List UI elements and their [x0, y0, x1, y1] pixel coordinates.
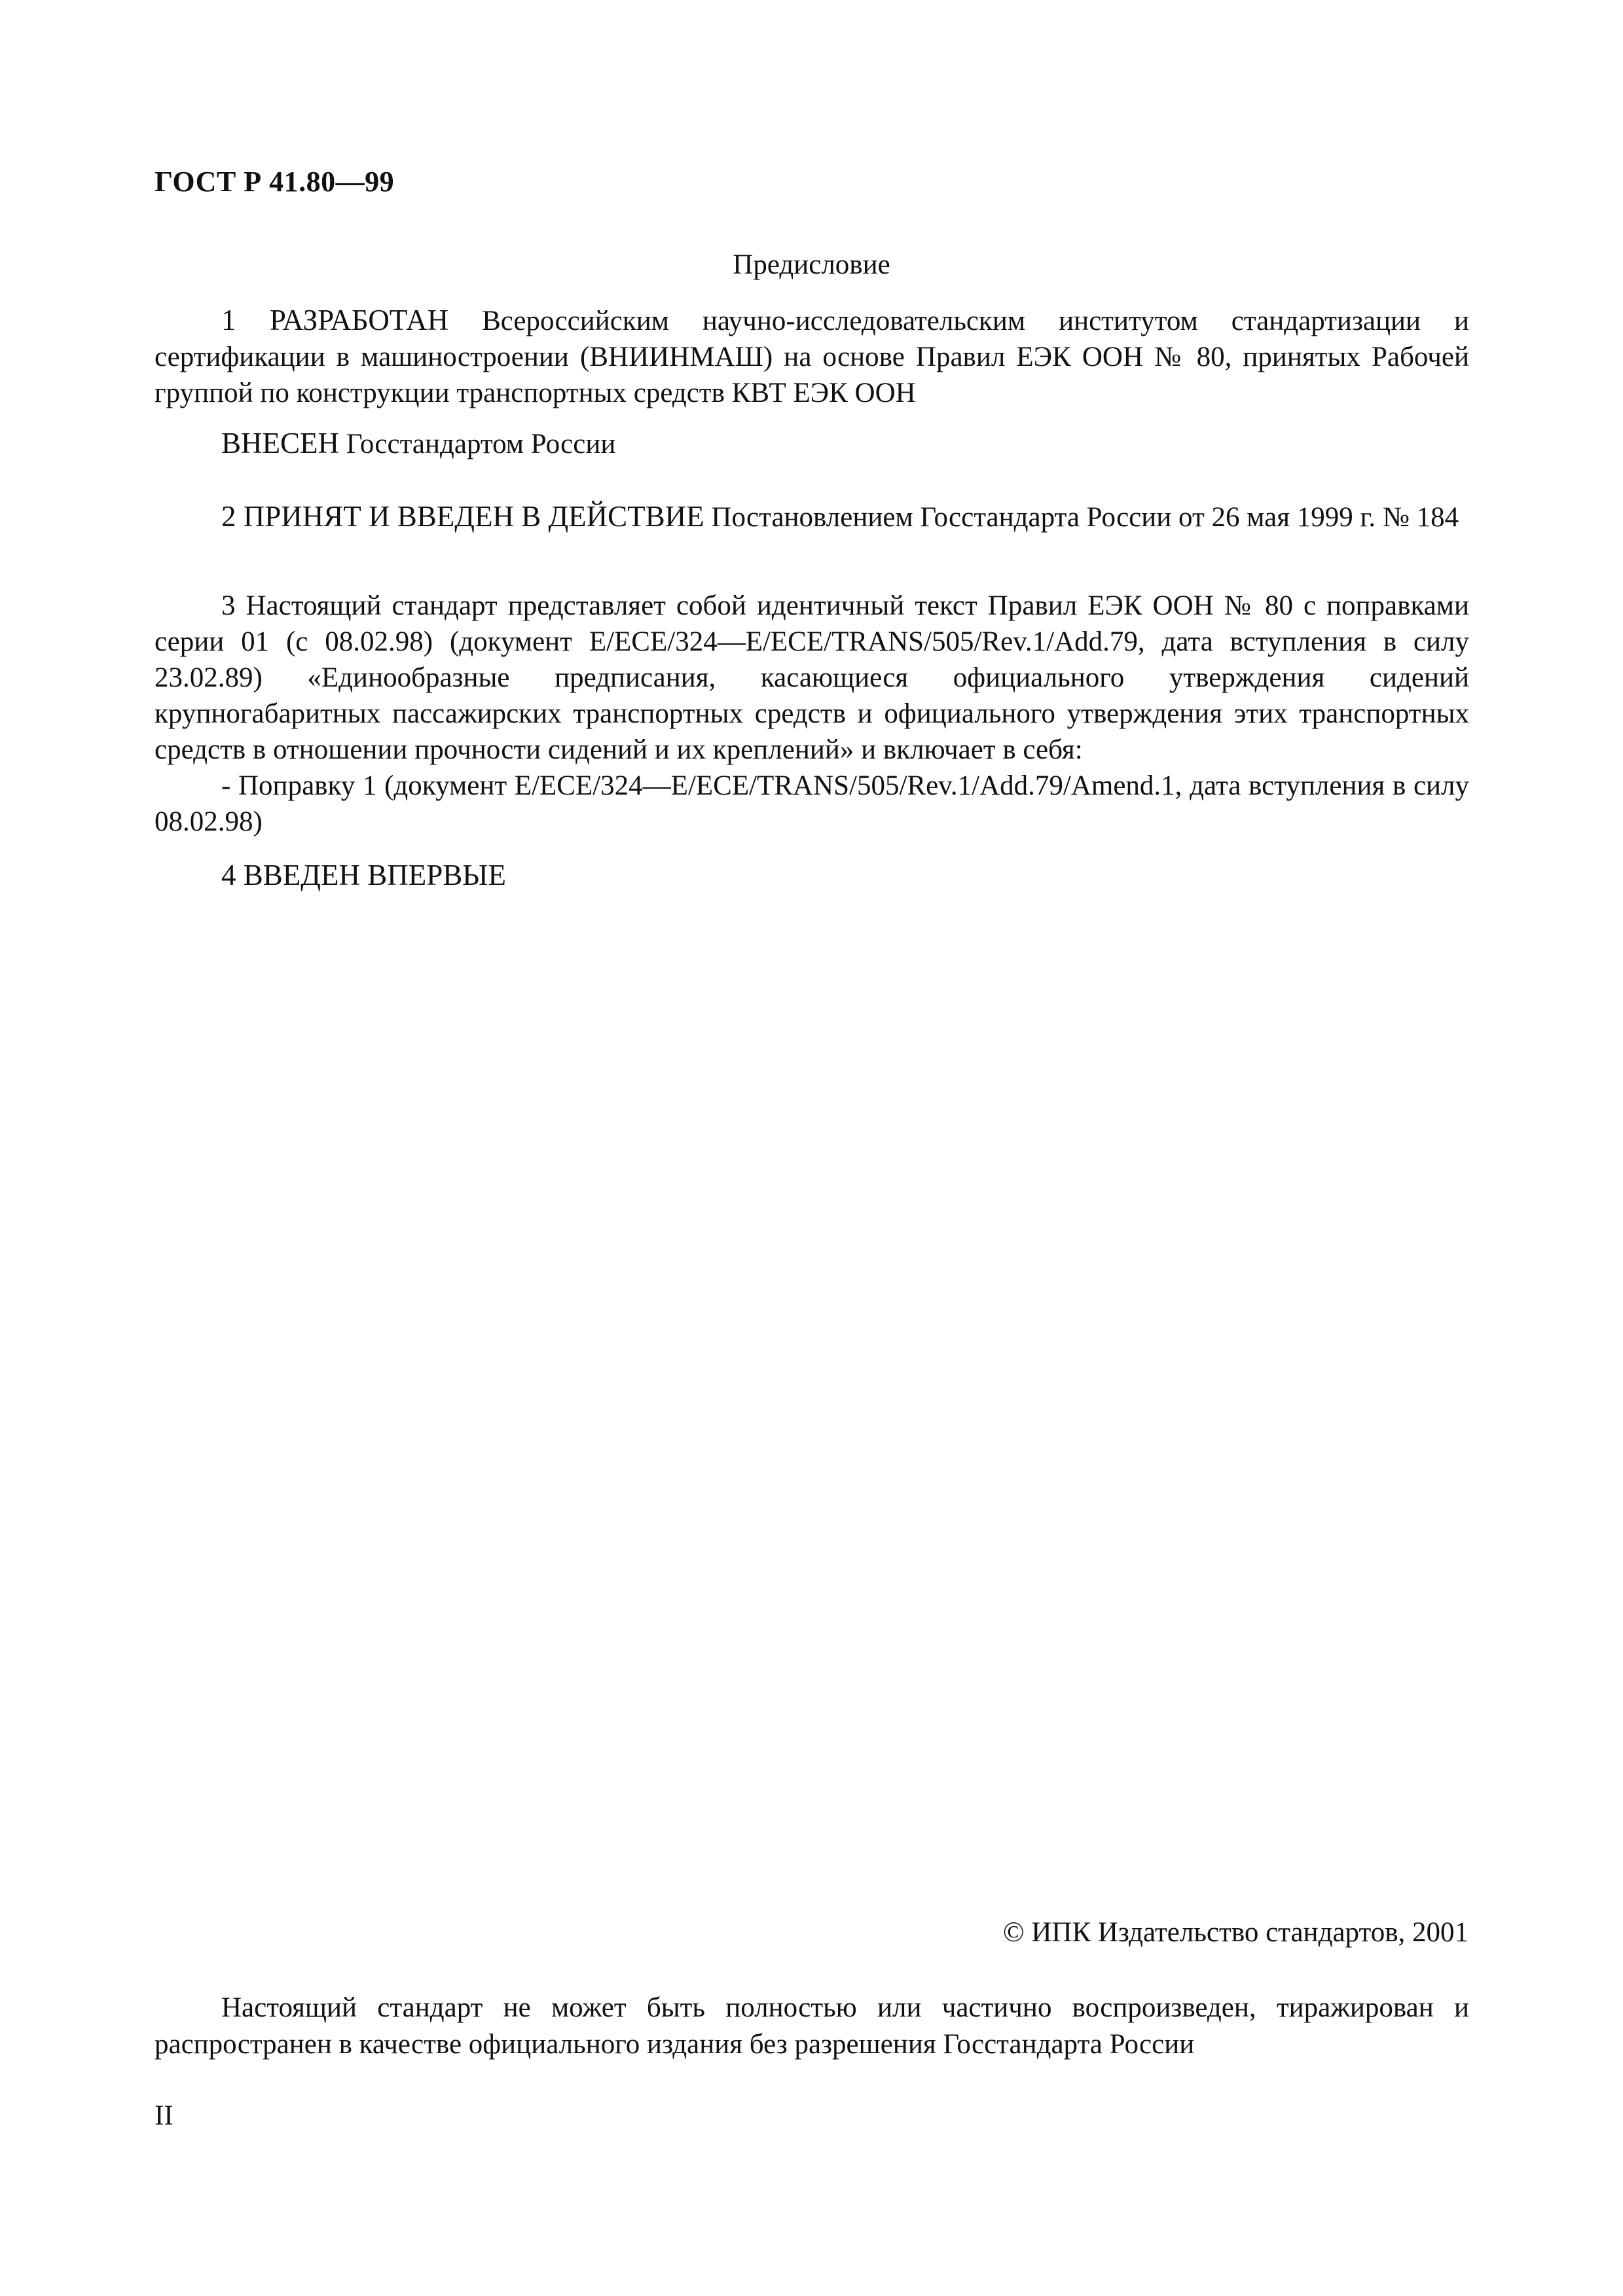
preface-introduced-text: Госстандартом России [339, 429, 616, 459]
reproduction-notice: Настоящий стандарт не может быть полностью или частично воспроизведен, тиражирован и распространен в качестве официального издания без разрешения Госстандарта России [155, 1992, 1469, 2060]
preface-item-1-caps: 1 РАЗРАБОТАН [221, 304, 449, 336]
page-number: II [155, 2100, 173, 2131]
copyright-notice: © ИПК Издательство стандартов, 2001 [1002, 1917, 1468, 1948]
preface-item-4: 4 ВВЕДЕН ВПЕРВЫЕ [221, 859, 506, 891]
preface-item-1-text: Всероссийским научно-исследовательским институтом стандартизации и сертификации в машиностроении (ВНИИНМАШ) на основе Правил ЕЭК ООН № 80, принятых Рабочей группой по конструкции транспортных средств КВТ ЕЭК ООН [155, 306, 1469, 408]
preface-item-2 [155, 499, 1469, 535]
preface-introduced [155, 425, 1469, 462]
preface-item-3-amendment: - Поправку 1 (документ E/ECE/324—E/ECE/TRANS/505/Rev.1/Add.79/Amend.1, дата вступления в силу 08.02.98) [155, 770, 1469, 837]
preface-item-3: 3 Настоящий стандарт представляет собой идентичный текст Правил ЕЭК ООН № 80 с поправками серии 01 (с 08.02.98) (документ E/ECE/324—E/ECE/TRANS/505/Rev.1/Add.79, дата вступления в силу 23.02.89) «Единообразные предписания, касающиеся официального утверждения сидений крупногабаритных пассажирских транспортных средств и официального утверждения этих транспортных средств в отношении прочности сидений и их креплений» и включает в себя: [155, 590, 1469, 765]
preface-title: Предисловие [733, 249, 890, 280]
standard-code: ГОСТ Р 41.80—99 [155, 166, 395, 198]
preface-item-1 [155, 302, 1469, 411]
preface-introduced-caps: ВНЕСЕН [221, 427, 339, 459]
preface-item-2-caps: 2 ПРИНЯТ И ВВЕДЕН В ДЕЙСТВИЕ [221, 500, 704, 533]
preface-item-2-text: Постановлением Госстандарта России от 26 мая 1999 г. № 184 [704, 502, 1459, 533]
